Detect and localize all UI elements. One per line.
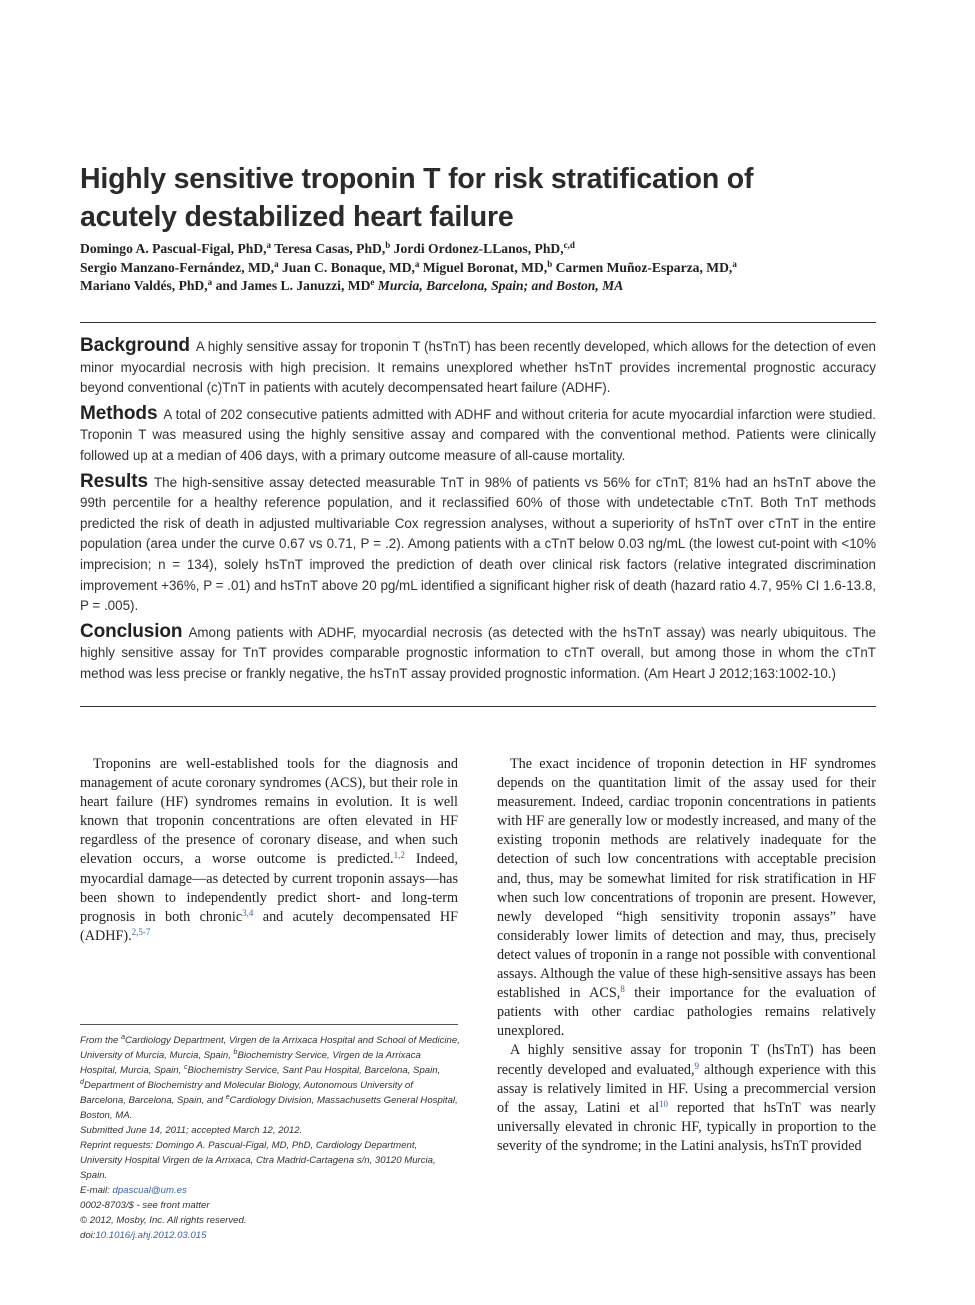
body-text: Troponins are well-established tools for the diagnosis and management of acute coronary syndromes (ACS), but their role in heart failure (HF) syndromes remains in evolution. It is well known that troponin concentrations are often elevated in HF regardless of the presence of coronary disease, and when such elevation occurs, a worse outcome is predicted.: [80, 756, 458, 868]
citation-link[interactable]: 1,2: [393, 850, 405, 861]
reprint-requests: Reprint requests: Domingo A. Pascual-Figal, MD, PhD, Cardiology Department, University Hospital Virgen de la Arrixaca, Ctra Madrid-Cartagena s/n, 30120 Murcia, Spain.: [80, 1140, 436, 1181]
affiliation-marker: c,d: [563, 240, 575, 250]
methods-heading: Methods: [80, 402, 158, 424]
affiliation-marker: c: [183, 1064, 188, 1071]
body-right-column: [497, 755, 876, 1156]
footnotes: [80, 1033, 460, 1243]
body-paragraph: [497, 755, 876, 1041]
author-name: Mariano Valdés, PhD,: [80, 278, 208, 293]
abstract-top-rule: [80, 322, 876, 323]
footnote-text: From the: [80, 1035, 122, 1046]
doi-label: doi:: [80, 1230, 96, 1241]
author-list: [80, 240, 900, 296]
copyright-line: © 2012, Mosby, Inc. All rights reserved.: [80, 1215, 247, 1226]
body-left-column: [80, 755, 458, 946]
conclusion-heading: Conclusion: [80, 620, 183, 642]
footnote-text: Department of Biochemistry and Molecular Biology, Autonomous University of Barcelona, Barcelona, Spain, and: [80, 1080, 413, 1106]
email-link[interactable]: dpascual@um.es: [112, 1185, 187, 1196]
affiliation-marker: e: [370, 277, 375, 287]
affiliation-marker: b: [547, 258, 553, 269]
issn-line: 0002-8703/$ - see front matter: [80, 1200, 210, 1211]
methods-text: A total of 202 consecutive patients admitted with ADHF and without criteria for acute myocardial infarction were studied. Troponin T was measured using the highly sensitive assay and compared with the conventional method. Patients were clinically followed up at a median of 406 days, with a primary outcome measure of all-cause mortality.: [80, 406, 876, 463]
affiliation-marker: e: [225, 1094, 230, 1101]
footnote-text: Biochemistry Service, Sant Pau Hospital, Barcelona, Spain,: [187, 1065, 441, 1076]
conclusion-text: Among patients with ADHF, myocardial necrosis (as detected with the hsTnT assay) was nearly ubiquitous. The highly sensitive assay for TnT provides comparable prognostic information to cTnT overall, but among those in whom the cTnT method was less precise or frankly negative, the hsTnT assay provided prognostic information. (Am Heart J 2012;163:1002-10.): [80, 624, 876, 681]
title-line-1: Highly sensitive troponin T for risk stratification of: [80, 163, 754, 195]
citation-link[interactable]: 8: [620, 984, 625, 995]
author-locations: Murcia, Barcelona, Spain; and Boston, MA: [377, 278, 624, 293]
footnote-rule: [80, 1024, 458, 1025]
abstract-bottom-rule: [80, 706, 876, 707]
results-heading: Results: [80, 470, 148, 492]
email-line: [80, 1183, 460, 1198]
author-name: Carmen Muñoz-Esparza, MD,: [555, 259, 733, 275]
body-paragraph: [497, 1041, 876, 1156]
affiliation-marker: a: [121, 1034, 125, 1041]
footnote-text: Cardiology Department, Virgen de la Arrixaca Hospital and School of Medicine, University of Murcia, Murcia, Spain,: [80, 1035, 460, 1061]
body-text: A highly sensitive assay for troponin T (hsTnT) has been recently developed and evaluated,: [497, 1042, 876, 1078]
body-text: Indeed, myocardial damage—as detected by current troponin assays—has been shown to independently predict short- and long-term prognosis in both chronic: [80, 851, 458, 925]
author-name: Juan C. Bonaque, MD,: [281, 259, 415, 275]
results-text: The high-sensitive assay detected measurable TnT in 98% of patients vs 56% for cTnT; 81% had an hsTnT above the 99th percentile for a healthy reference population, and it reclassified 60% of those with undetectable cTnT. Both TnT methods predicted the risk of death in adjusted multivariable Cox regression analyses, without a superiority of hsTnT over cTnT in the entire population (area under the curve 0.67 vs 0.71, P = .2). Among patients with a cTnT below 0.03 ng/mL (the lowest cut-point with <10% imprecision; n = 134), solely hsTnT improved the prediction of death over clinical risk factors (relative integrated discrimination improvement +36%, P = .01) and hsTnT above 20 pg/mL identified a significant higher risk of death (hazard ratio 4.7, 95% CI 1.6-13.8, P = .005).: [80, 474, 876, 614]
abstract-results: [80, 472, 876, 617]
affiliation-marker: a: [732, 258, 737, 269]
body-text: although experience with this assay is relatively limited in HF. Using a precommercial version of the assay, Latini et al: [497, 1061, 876, 1116]
author-name: and James L. Januzzi, MD: [215, 278, 371, 293]
body-text: reported that hsTnT was nearly universally elevated in chronic HF, typically in proportion to the severity of the syndrome; in the Latini analysis, hsTnT provided: [497, 1099, 876, 1154]
affiliation-marker: a: [414, 258, 420, 269]
author-name: Miguel Boronat, MD,: [422, 259, 548, 275]
affiliation-marker: a: [274, 258, 279, 269]
body-text: and acutely decompensated HF (ADHF).: [80, 908, 458, 944]
body-text: their importance for the evaluation of patients with other cardiac pathologies remains relatively unexplored.: [497, 985, 876, 1040]
citation-link[interactable]: 2,5-7: [131, 926, 151, 937]
body-paragraph: [80, 755, 458, 946]
footnote-text: Biochemistry Service, Virgen de la Arrixaca Hospital, Murcia, Spain,: [80, 1050, 421, 1076]
abstract: [80, 336, 876, 690]
author-line-3: [80, 277, 900, 296]
submission-dates: Submitted June 14, 2011; accepted March 12, 2012.: [80, 1125, 303, 1136]
background-text: A highly sensitive assay for troponin T (hsTnT) has been recently developed, which allows for the detection of even minor myocardial necrosis with high precision. It remains unexplored whether hsTnT provides incremental prognostic accuracy beyond conventional (c)TnT in patients with acutely decompensated heart failure (ADHF).: [80, 339, 876, 396]
abstract-methods: [80, 404, 876, 467]
citation-link[interactable]: 9: [694, 1060, 700, 1071]
affiliation-marker: b: [233, 1049, 238, 1056]
affiliation-marker: b: [385, 240, 391, 250]
body-text: The exact incidence of troponin detection in HF syndromes depends on the quantitation limit of the assay used for their measurement. Indeed, cardiac troponin concentrations in patients with HF are generally low or modestly increased, and many of the existing troponin methods are relatively inadequate for the detection of such low concentrations with acceptable precision and, thus, may be somewhat limited for risk stratification in HF when such low concentrations of troponin are present. However, newly developed “high sensitivity troponin assays” have considerably lower limits of detection and may, thus, precisely detect values of troponin in a range not possible with conventional assays. Although the value of these high-sensitive assays has been established in ACS,: [497, 756, 876, 1002]
author-name: Teresa Casas, PhD,: [274, 241, 386, 256]
affiliation-marker: a: [266, 240, 272, 250]
background-heading: Background: [80, 335, 190, 356]
email-label: E-mail:: [80, 1185, 113, 1196]
affiliations: [80, 1033, 460, 1123]
article-title: [80, 160, 880, 236]
abstract-conclusion: [80, 622, 876, 685]
citation-link[interactable]: 3,4: [242, 907, 254, 918]
title-line-2: acutely destabilized heart failure: [80, 201, 514, 233]
author-line-1: [80, 240, 900, 259]
author-name: Sergio Manzano-Fernández, MD,: [80, 259, 275, 275]
affiliation-marker: a: [207, 277, 213, 287]
author-name: Jordi Ordonez-LLanos, PhD,: [393, 241, 564, 256]
author-line-2: [80, 259, 900, 278]
doi-link[interactable]: 10.1016/j.ahj.2012.03.015: [95, 1230, 207, 1241]
author-name: Domingo A. Pascual-Figal, PhD,: [80, 241, 267, 256]
citation-link[interactable]: 10: [659, 1098, 669, 1109]
doi-line: [80, 1228, 460, 1243]
abstract-background: [80, 336, 876, 399]
affiliation-marker: d: [80, 1079, 84, 1086]
footnote-text: Cardiology Division, Massachusetts General Hospital, Boston, MA.: [80, 1095, 458, 1121]
